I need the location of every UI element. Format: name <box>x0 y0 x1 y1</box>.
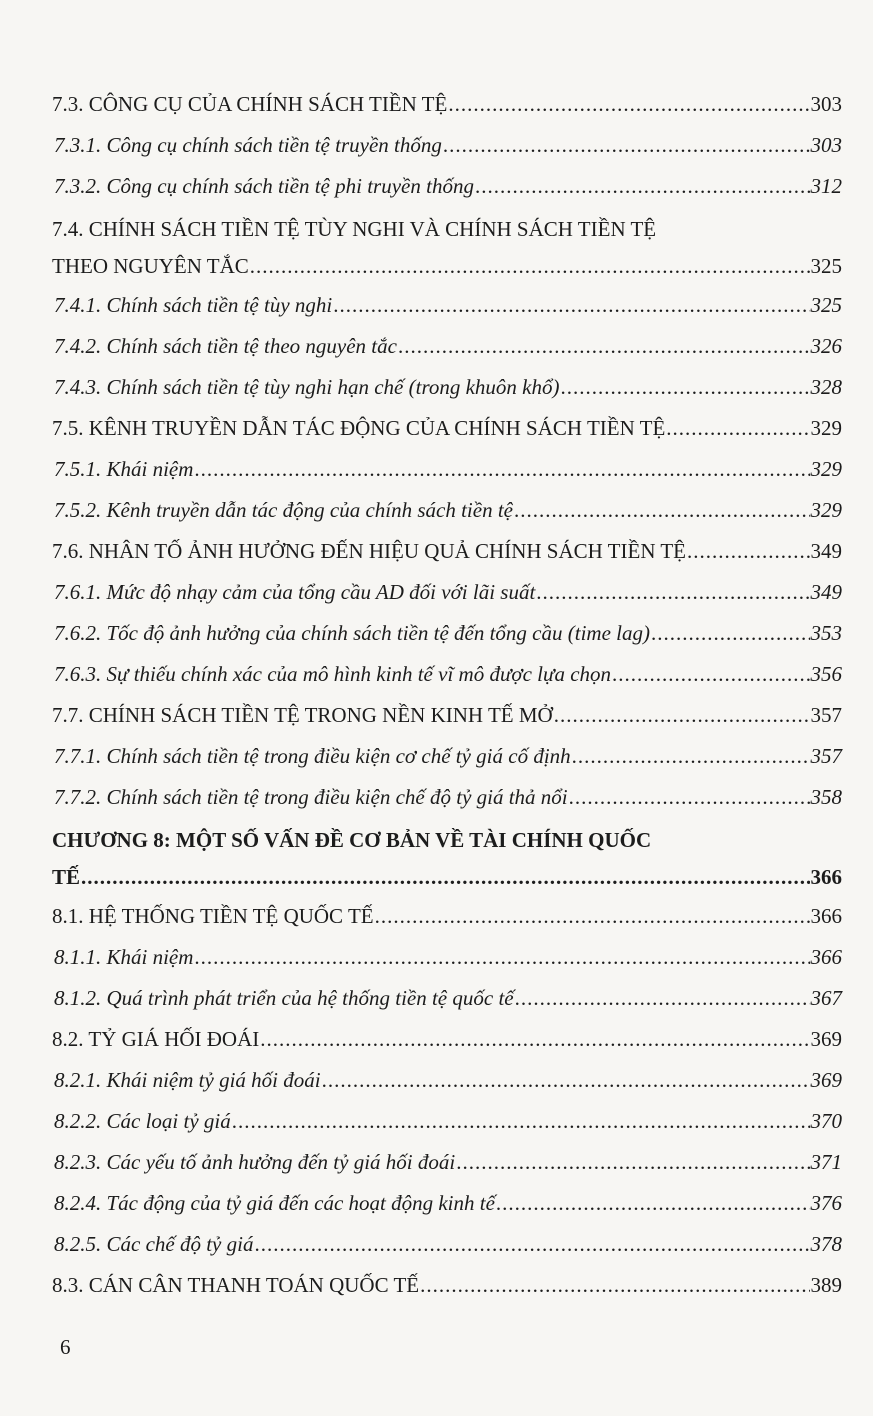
toc-entry-title: 7.7. CHÍNH SÁCH TIỀN TỆ TRONG NỀN KINH TẾ MỞ <box>52 703 553 727</box>
toc-entry-title: 7.3.1. Công cụ chính sách tiền tệ truyền thống <box>54 133 442 157</box>
toc-entry[interactable] <box>52 1019 842 1060</box>
toc-entry-page: 357 <box>810 744 842 768</box>
toc-entry-page: 325 <box>810 293 842 317</box>
leader-dots <box>554 695 810 736</box>
toc-entry-title: 7.4.2. Chính sách tiền tệ theo nguyên tắc <box>54 334 397 358</box>
toc-entry-page: 367 <box>810 986 842 1010</box>
toc-entry-page: 349 <box>810 539 842 563</box>
toc-entry[interactable] <box>52 695 842 736</box>
leader-dots <box>448 84 809 125</box>
toc-entry[interactable] <box>52 1224 842 1265</box>
toc-entry-title: 7.6.3. Sự thiếu chính xác của mô hình kinh tế vĩ mô được lựa chọn <box>54 662 612 686</box>
toc-entry[interactable] <box>52 654 842 695</box>
leader-dots <box>569 777 810 818</box>
toc-entry[interactable] <box>52 777 842 818</box>
toc-entry-title: 8.2.5. Các chế độ tỷ giá <box>54 1232 254 1256</box>
toc-entry-page: 389 <box>810 1273 842 1297</box>
toc-entry-page: 303 <box>810 133 842 157</box>
leader-dots <box>398 326 810 367</box>
leader-dots <box>194 449 809 490</box>
toc-entry-title: 8.2. TỶ GIÁ HỐI ĐOÁI <box>52 1027 260 1051</box>
toc-entry-title: 7.5.2. Kênh truyền dẫn tác động của chính sách tiền tệ <box>54 498 513 522</box>
leader-dots <box>666 408 809 449</box>
toc-entry[interactable] <box>52 1142 842 1183</box>
toc-entry-page: 370 <box>810 1109 842 1133</box>
toc-entry-title: 8.2.2. Các loại tỷ giá <box>54 1109 231 1133</box>
toc-entry[interactable] <box>52 408 842 449</box>
toc-entry-page: 329 <box>810 498 842 522</box>
toc-entry[interactable] <box>52 166 842 207</box>
toc-entry-title-continued: THEO NGUYÊN TẮC <box>52 254 249 278</box>
toc-entry-title: 7.7.1. Chính sách tiền tệ trong điều kiện cơ chế tỷ giá cố định <box>54 744 571 768</box>
toc-entry[interactable] <box>52 1101 842 1142</box>
toc-entry-page: 366 <box>810 904 842 928</box>
leader-dots <box>322 1060 810 1101</box>
toc-entry-title: 7.6.2. Tốc độ ảnh hưởng của chính sách tiền tệ đến tổng cầu (time lag) <box>54 621 650 645</box>
toc-entry[interactable] <box>52 207 842 285</box>
toc-entry[interactable] <box>52 1060 842 1101</box>
leader-dots <box>456 1142 809 1183</box>
toc-entry[interactable] <box>52 1265 842 1306</box>
toc-entry-title: 7.4.1. Chính sách tiền tệ tùy nghi <box>54 293 333 317</box>
toc-entry-title-continued: TẾ <box>52 865 81 889</box>
toc-entry-page: 366 <box>810 865 842 889</box>
toc-entry[interactable] <box>52 84 842 125</box>
toc-entry-title: 8.2.4. Tác động của tỷ giá đến các hoạt động kinh tế <box>54 1191 495 1215</box>
leader-dots <box>560 367 809 408</box>
leader-dots <box>333 285 809 326</box>
toc-entry[interactable] <box>52 367 842 408</box>
leader-dots <box>475 166 810 207</box>
toc-entry-title: 7.3.2. Công cụ chính sách tiền tệ phi truyền thống <box>54 174 474 198</box>
toc-entry-title: 8.1.1. Khái niệm <box>54 945 194 969</box>
toc-entry-page: 378 <box>810 1232 842 1256</box>
toc-entry-page: 349 <box>810 580 842 604</box>
toc-entry-title: 8.1. HỆ THỐNG TIỀN TỆ QUỐC TẾ <box>52 904 374 928</box>
leader-dots <box>232 1101 810 1142</box>
toc-entry-title: 7.3. CÔNG CỤ CỦA CHÍNH SÁCH TIỀN TỆ <box>52 92 448 116</box>
table-of-contents <box>52 84 842 1306</box>
leader-dots <box>260 1019 809 1060</box>
toc-entry-page: 369 <box>810 1027 842 1051</box>
toc-entry-page: 326 <box>810 334 842 358</box>
leader-dots <box>536 572 809 613</box>
toc-entry-page: 312 <box>810 174 842 198</box>
leader-dots <box>250 248 810 285</box>
leader-dots <box>194 937 809 978</box>
toc-entry[interactable] <box>52 937 842 978</box>
toc-entry-title: 8.2.3. Các yếu tố ảnh hưởng đến tỷ giá hối đoái <box>54 1150 456 1174</box>
leader-dots <box>420 1265 809 1306</box>
toc-entry-page: 303 <box>810 92 842 116</box>
toc-entry[interactable] <box>52 978 842 1019</box>
toc-entry-page: 366 <box>810 945 842 969</box>
leader-dots <box>254 1224 809 1265</box>
toc-entry-page: 329 <box>810 457 842 481</box>
toc-entry[interactable] <box>52 285 842 326</box>
toc-entry[interactable] <box>52 572 842 613</box>
leader-dots <box>651 613 810 654</box>
toc-entry[interactable] <box>52 896 842 937</box>
leader-dots <box>443 125 810 166</box>
toc-entry-page: 328 <box>810 375 842 399</box>
toc-entry-page: 371 <box>810 1150 842 1174</box>
toc-entry-title: 7.5. KÊNH TRUYỀN DẪN TÁC ĐỘNG CỦA CHÍNH SÁCH TIỀN TỆ <box>52 416 666 440</box>
toc-entry-title: 8.2.1. Khái niệm tỷ giá hối đoái <box>54 1068 321 1092</box>
leader-dots <box>81 859 809 896</box>
toc-entry[interactable] <box>52 125 842 166</box>
toc-entry-page: 329 <box>810 416 842 440</box>
toc-entry[interactable] <box>52 613 842 654</box>
leader-dots <box>515 978 810 1019</box>
toc-entry-title: 8.3. CÁN CÂN THANH TOÁN QUỐC TẾ <box>52 1273 420 1297</box>
leader-dots <box>687 531 809 572</box>
toc-entry-title: 7.6. NHÂN TỐ ẢNH HƯỞNG ĐẾN HIỆU QUẢ CHÍNH SÁCH TIỀN TỆ <box>52 539 687 563</box>
toc-entry-title: 7.4.3. Chính sách tiền tệ tùy nghi hạn chế (trong khuôn khổ) <box>54 375 560 399</box>
toc-entry[interactable] <box>52 490 842 531</box>
leader-dots <box>572 736 810 777</box>
toc-entry-page: 357 <box>810 703 842 727</box>
toc-chapter-entry[interactable] <box>52 818 842 896</box>
toc-entry-title: 7.7.2. Chính sách tiền tệ trong điều kiện chế độ tỷ giá thả nổi <box>54 785 568 809</box>
leader-dots <box>514 490 810 531</box>
leader-dots <box>496 1183 810 1224</box>
toc-entry[interactable] <box>52 531 842 572</box>
toc-entry-page: 325 <box>810 254 842 278</box>
toc-entry-page: 369 <box>810 1068 842 1092</box>
page-number: 6 <box>60 1335 71 1359</box>
toc-entry[interactable] <box>52 449 842 490</box>
leader-dots <box>375 896 810 937</box>
toc-entry-title: 7.4. CHÍNH SÁCH TIỀN TỆ TÙY NGHI VÀ CHÍNH SÁCH TIỀN TỆ <box>52 217 657 241</box>
leader-dots <box>612 654 809 695</box>
toc-entry[interactable] <box>52 1183 842 1224</box>
toc-entry-title: 7.6.1. Mức độ nhạy cảm của tổng cầu AD đối với lãi suất <box>54 580 536 604</box>
toc-entry-title: 7.5.1. Khái niệm <box>54 457 194 481</box>
toc-entry[interactable] <box>52 736 842 777</box>
toc-entry-title: CHƯƠNG 8: MỘT SỐ VẤN ĐỀ CƠ BẢN VỀ TÀI CHÍNH QUỐC <box>52 828 652 852</box>
toc-entry-page: 358 <box>810 785 842 809</box>
toc-entry-page: 376 <box>810 1191 842 1215</box>
toc-entry-title: 8.1.2. Quá trình phát triển của hệ thống tiền tệ quốc tế <box>54 986 514 1010</box>
toc-entry-page: 353 <box>810 621 842 645</box>
toc-entry[interactable] <box>52 326 842 367</box>
toc-entry-page: 356 <box>810 662 842 686</box>
